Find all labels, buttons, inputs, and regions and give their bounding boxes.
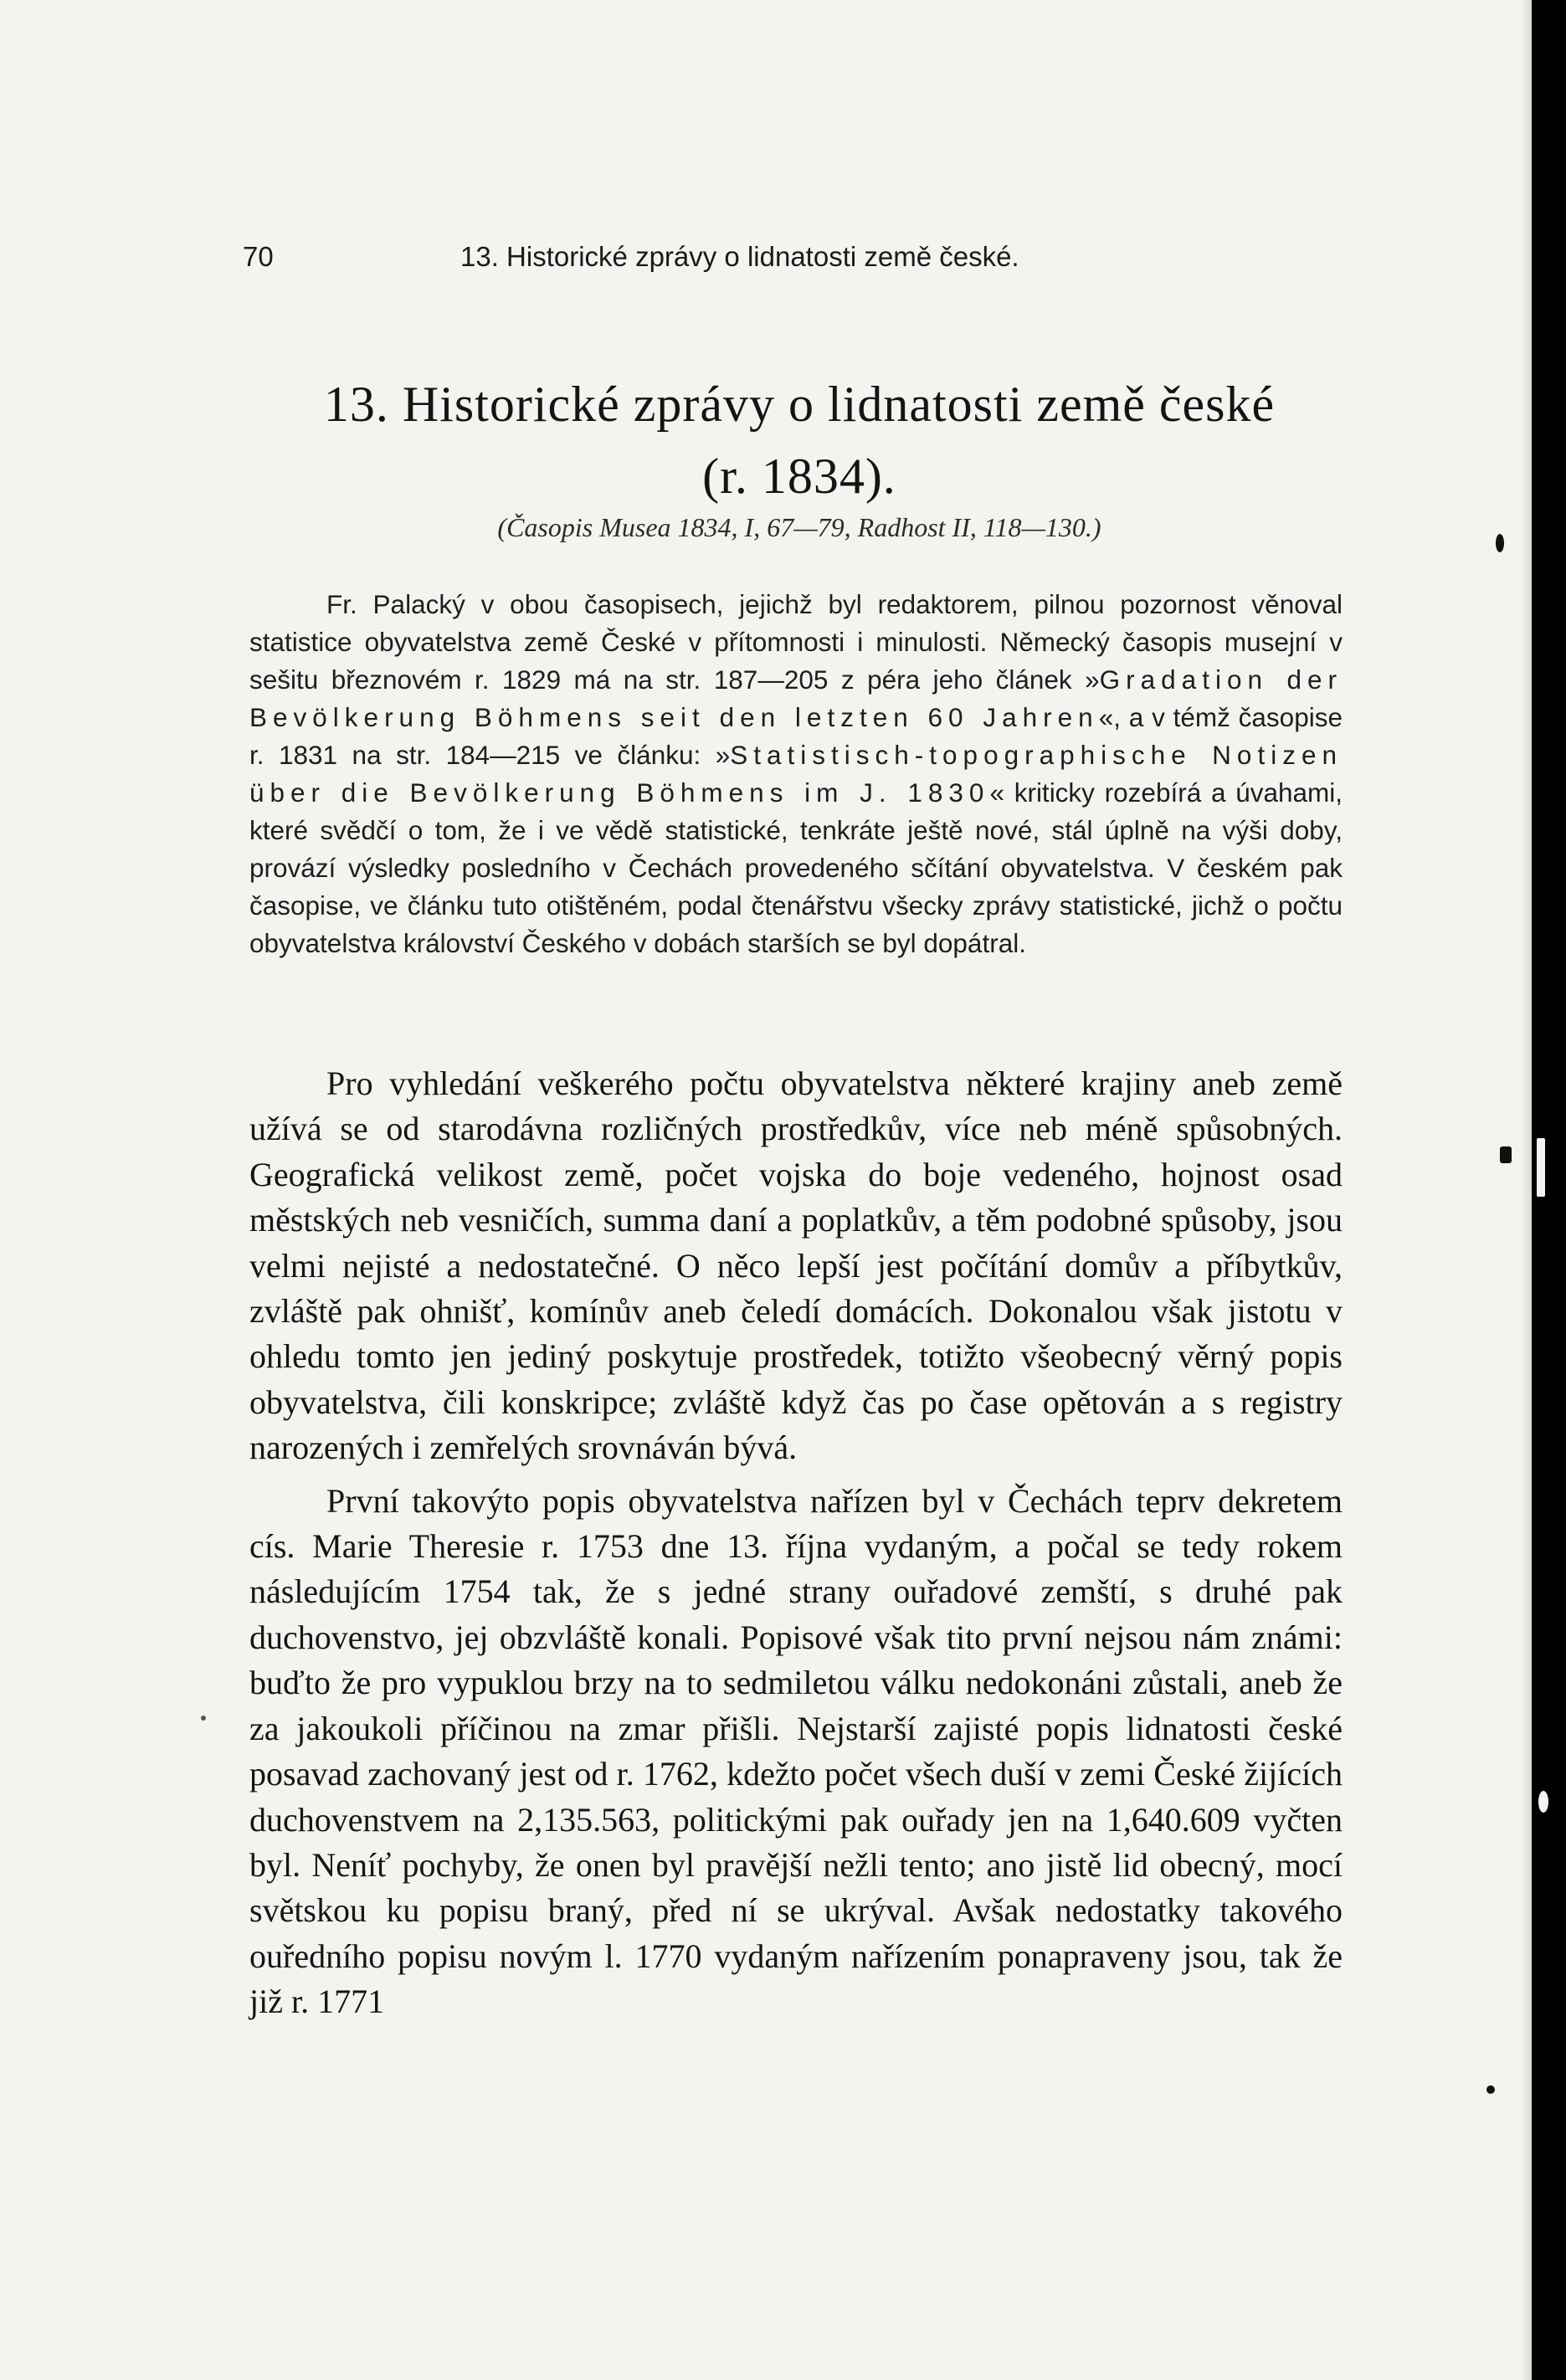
chapter-source: (Časopis Musea 1834, I, 67—79, Radhost II, 118—130.) xyxy=(497,512,1101,542)
editorial-introduction xyxy=(249,586,1343,962)
page-speck xyxy=(1486,2085,1495,2094)
chapter-title-line-2: (r. 1834). xyxy=(702,449,896,504)
page-speck xyxy=(1496,534,1504,552)
page-speck xyxy=(1500,1146,1512,1163)
intro-text-part-3: « kriticky rozebírá a úvahami, které svědčí o tom, že i ve vědě statistické, tenkráte ještě nové, stál úplně na výši doby, provází výsledky posledního v Čechách provedeného sčítání obyvatelstva. V českém pak časopise, ve článku tuto otištěném, podal čtenářstvu všecky zprávy statistické, jichž o počtu obyvatelstva království Českého v dobách starších se byl dopátral. xyxy=(249,777,1343,958)
page-edge-shadow xyxy=(1522,0,1532,2380)
page-speck xyxy=(1538,1791,1548,1813)
intro-text-part-1: Fr. Palacký v obou časopisech, jejichž byl redaktorem, pilnou pozornost věnoval statistice obyvatelstva země České v přítomnosti i minulosti. Německý časopis musejní v sešitu březnovém r. 1829 má na str. 187—205 z péra jeho článek » xyxy=(249,589,1343,695)
page-speck xyxy=(201,1716,206,1721)
intro-cited-title-1: Gradation der Bevölkerung Böhmens seit den letzten 60 Jahren xyxy=(249,664,1343,732)
body-paragraph-1: Pro vyhledání veškerého počtu obyvatelstva některé krajiny aneb země užívá se od starodávna rozličných prostředkův, více neb méně spůsobných. Geografická velikost země, počet vojska do boje vedeného, hojnost osad městských neb vesničích, summa daní a poplatkův, a těm podobné spůsoby, jsou velmi nejisté a nedostatečné. O něco lepší jest počítání domův a příbytkův, zvláště pak ohnišť, komínův aneb čeledí domácích. Dokonalou však jistotu v ohledu tomto jen jediný poskytuje prostředek, totižto všeobecný věrný popis obyvatelstva, čili konskripce; zvláště když čas po čase opětován a s registry narozených i zemřelých srovnáván bývá. xyxy=(249,1064,1343,1467)
page-speck xyxy=(1537,1138,1545,1197)
main-text xyxy=(249,1061,1343,2025)
intro-cited-title-2: Statistisch-topographische Notizen über die Bevölkerung Böhmens im J. 1830 xyxy=(249,740,1343,808)
running-head-title: 13. Historické zprávy o lidnatosti země české. xyxy=(460,241,1019,272)
chapter-title-line-1: 13. Historické zprávy o lidnatosti země české xyxy=(323,377,1276,432)
chapter-title xyxy=(251,368,1348,512)
intro-text-part-2: «, a v témž časopise r. 1831 na str. 184—215 ve článku: » xyxy=(249,702,1343,770)
body-paragraph-2: První takovýto popis obyvatelstva nařízen byl v Čechách teprv dekretem cís. Marie Theresie r. 1753 dne 13. října vydaným, a počal se tedy rokem následujícím 1754 tak, že s jedné strany ouřadové zemští, s druhé pak duchovenstvo, jej obzvláště konali. Popisové však tito první nejsou nám známi: buďto že pro vypuklou brzy na to sedmiletou válku nedokonáni zůstali, aneb že za jakoukoli příčinou na zmar přišli. Nejstarší zajisté popis lidnatosti české posavad zachovaný jest od r. 1762, kdežto počet všech duší v zemi České žijících duchovenstvem na 2,135.563, politickými pak ouřady jen na 1,640.609 vyčten byl. Neníť pochyby, že onen byl pravější nežli tento; ano jistě lid obecný, mocí světskou ku popisu braný, před ní se ukrýval. Avšak nedostatky takového ouředního popisu novým l. 1770 vydaným nařízením ponapraveny jsou, tak že již r. 1771 xyxy=(249,1481,1343,2021)
page-number: 70 xyxy=(243,241,274,272)
